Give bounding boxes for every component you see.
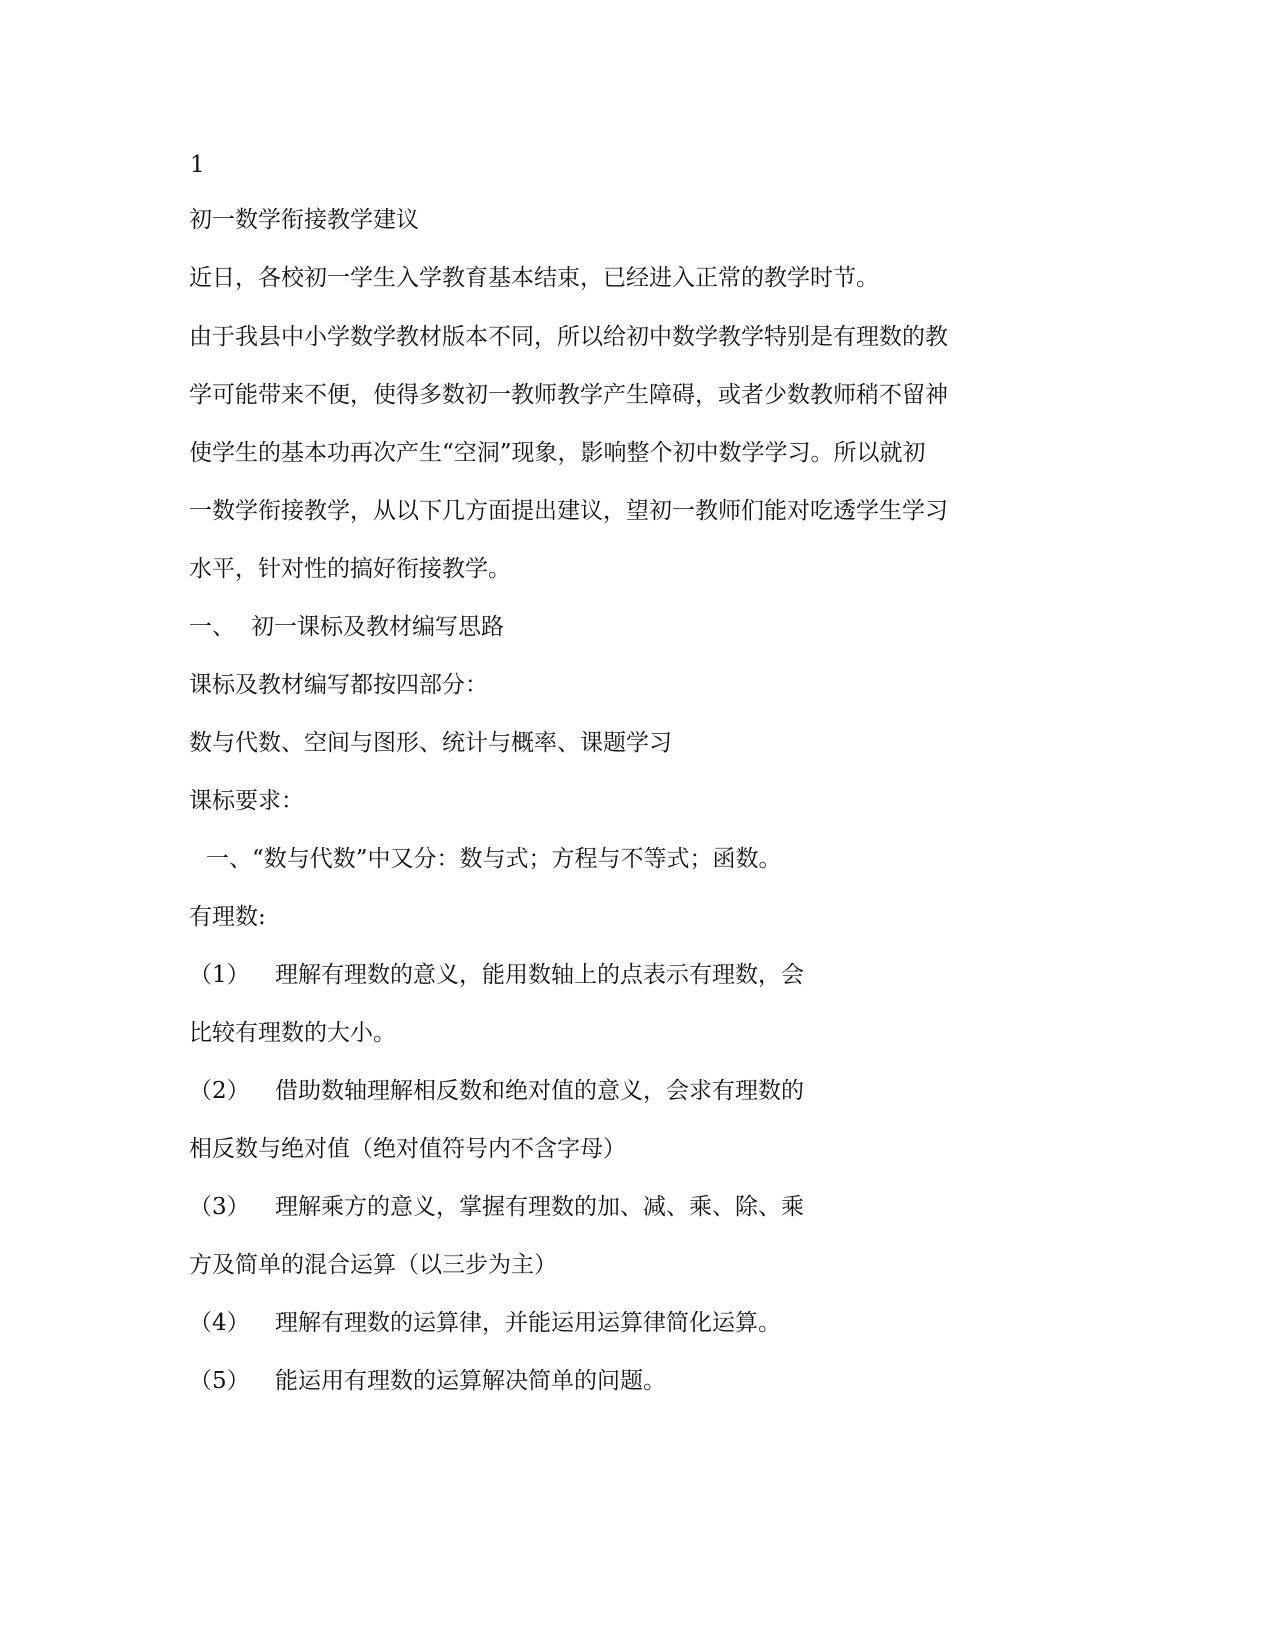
list-item-number: （2） [189,1078,250,1104]
list-item [189,1308,781,1338]
paragraph-line: 水平，针对性的搞好衔接教学。 [189,556,511,582]
list-item-number: （4） [189,1310,250,1336]
list-item-continuation: 相反数与绝对值（绝对值符号内不含字母） [189,1136,626,1162]
text-line: 课标及教材编写都按四部分： [189,672,488,698]
list-item-text: 能运用有理数的运算解决简单的问题。 [275,1368,666,1394]
text-line: 数与代数、空间与图形、统计与概率、课题学习 [189,730,672,756]
page-number: 1 [190,152,205,178]
list-item-number: （5） [189,1368,250,1394]
section-number: 一、 [189,614,235,640]
section-heading-text: 初一课标及教材编写思路 [251,614,504,640]
text-line: 课标要求： [189,788,304,814]
text-line: 有理数: [189,904,266,930]
document-title: 初一数学衔接教学建议 [189,207,419,233]
list-item [189,1366,666,1396]
list-item-text: 借助数轴理解相反数和绝对值的意义，会求有理数的 [275,1078,804,1104]
paragraph-line: 由于我县中小学数学教材版本不同，所以给初中数学教学特别是有理数的教 [189,324,948,350]
list-item [189,960,804,990]
paragraph-line: 使学生的基本功再次产生“空洞”现象，影响整个初中数学学习。所以就初 [189,440,926,466]
text-line: 一、“数与代数”中又分：数与式；方程与不等式；函数。 [206,846,782,872]
list-item [189,1076,804,1106]
list-item-text: 理解有理数的运算律，并能运用运算律简化运算。 [275,1310,781,1336]
list-item-number: （3） [189,1194,250,1220]
list-item-continuation: 比较有理数的大小。 [189,1020,396,1046]
paragraph-line: 一数学衔接教学，从以下几方面提出建议，望初一教师们能对吃透学生学习 [189,498,948,524]
list-item [189,1192,804,1222]
list-item-text: 理解有理数的意义，能用数轴上的点表示有理数，会 [275,962,804,988]
section-heading [189,612,504,642]
list-item-continuation: 方及简单的混合运算（以三步为主） [189,1252,557,1278]
paragraph-line: 学可能带来不便，使得多数初一教师教学产生障碍，或者少数教师稍不留神 [189,382,948,408]
list-item-number: （1） [189,962,250,988]
list-item-text: 理解乘方的意义，掌握有理数的加、减、乘、除、乘 [275,1194,804,1220]
paragraph-line: 近日，各校初一学生入学教育基本结束，已经进入正常的教学时节。 [189,265,879,291]
